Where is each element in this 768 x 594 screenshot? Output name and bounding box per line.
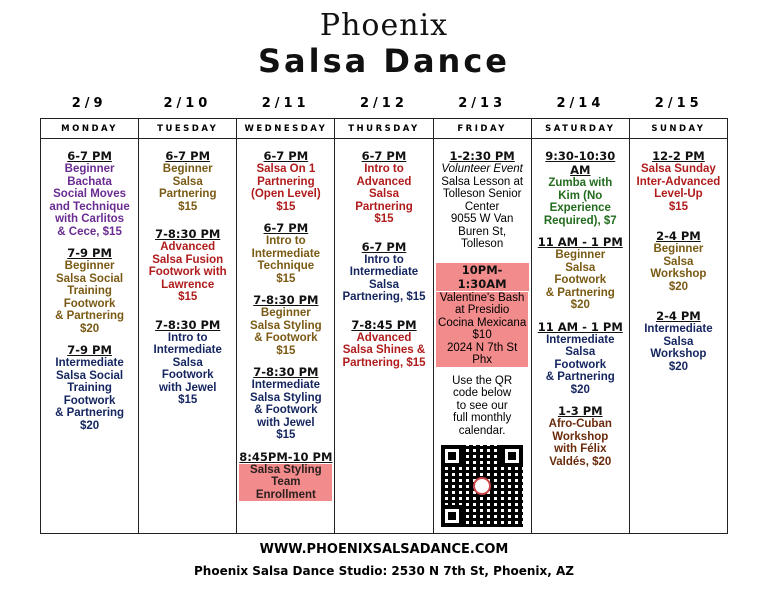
event-desc: Zumba with Kim (No Experience Required), $7 [543,177,617,227]
event-card [532,404,629,468]
event-time: 2-4 PM [656,229,701,243]
event-card [630,229,727,293]
event-time: 11 AM - 1 PM [537,235,623,249]
date-tue: 2/10 [163,96,212,111]
date-fri: 2/13 [458,96,507,111]
event-time: 9:30-10:30 AM [545,149,616,177]
column-sunday [630,119,727,533]
day-header-thursday: THURSDAY [335,119,432,139]
column-saturday [532,119,630,533]
event-card [41,343,138,432]
event-desc-highlighted: Valentine's Bash at Presidio Cocina Mexicana $10 2024 N 7th St Phx [438,291,527,366]
column-tuesday [139,119,237,533]
event-time: 7-9 PM [67,246,112,260]
date-sat: 2/14 [556,96,605,111]
event-desc: Beginner Salsa Styling & Footwork $15 [250,307,322,357]
event-card [335,149,432,226]
event-time-highlighted: 10PM-1:30AM [436,263,529,291]
event-desc: Intro to Intermediate Salsa Footwork with Jewel $15 [153,331,222,406]
event-card [41,246,138,335]
event-card [139,227,236,304]
event-card [434,149,531,251]
event-desc: Intermediate Salsa Social Training Footwork & Partnering $20 [55,357,125,432]
event-time: 12-2 PM [652,149,705,163]
event-desc: Beginner Salsa Footwork & Partnering $20 [545,249,615,311]
event-time: 7-9 PM [67,343,112,357]
event-tag: Volunteer Event [441,163,523,175]
event-desc: Beginner Bachata Social Moves and Technique with Carlitos & Cece, $15 [49,163,130,238]
event-desc: Afro-Cuban Workshop with Félix Valdés, $20 [548,418,612,468]
event-time: 7-8:30 PM [155,227,221,241]
event-card [237,450,334,502]
date-row [40,96,728,111]
event-card [532,320,629,397]
event-card [237,149,334,213]
date-thu: 2/12 [359,96,408,111]
event-desc: Advanced Salsa Shines & Partnering, $15 [342,331,426,369]
event-desc: Salsa Lesson at Tolleson Senior Center 9055 W Van Buren St, Tolleson [441,175,524,250]
event-time: 6-7 PM [361,239,407,254]
qr-note [434,375,531,438]
event-card [41,149,138,238]
event-desc: Intro to Advanced Salsa Partnering $15 [355,163,413,225]
event-desc: Beginner Salsa Workshop $20 [650,243,707,293]
event-desc: Intermediate Salsa Styling & Footwork with Jewel $15 [250,379,322,441]
event-card [237,221,334,285]
event-desc: Intermediate Salsa Footwork & Partnering $20 [545,333,615,396]
event-desc: Beginner Salsa Social Training Footwork & Partnering $20 [55,260,125,335]
column-thursday [335,119,433,533]
event-card [237,293,334,357]
column-wednesday [237,119,335,533]
event-time: 1-3 PM [557,404,603,418]
date-mon: 2/9 [71,96,107,111]
event-card [434,263,531,367]
event-time: 8:45PM-10 PM [239,449,333,464]
logo-icon [473,477,491,495]
event-desc: Advanced Salsa Fusion Footwork with Lawrence $15 [148,241,227,303]
event-desc: Beginner Salsa Partnering $15 [158,163,217,213]
event-desc-highlighted: Salsa Styling Team Enrollment [239,464,332,502]
event-time: 6-7 PM [361,149,407,163]
event-card [532,149,629,227]
event-time: 6-7 PM [165,149,211,163]
studio-address: Phoenix Salsa Dance Studio: 2530 N 7th St, Phoenix, AZ [193,564,574,578]
event-card [532,235,629,312]
event-time: 7-8:30 PM [253,293,319,307]
event-card [630,149,727,213]
day-header-monday: MONDAY [41,119,138,139]
event-card [630,309,727,373]
event-time: 7-8:30 PM [155,317,221,332]
date-sun: 2/15 [654,96,703,111]
date-wed: 2/11 [261,96,310,111]
event-time: 6-7 PM [263,149,309,163]
event-desc: Salsa On 1 Partnering (Open Level) $15 [251,163,321,213]
event-time: 7-8:45 PM [351,317,417,332]
column-friday [434,119,532,533]
event-card [139,318,236,407]
event-desc: Salsa Sunday Inter-Advanced Level-Up $15 [636,163,721,213]
event-time: 11 AM - 1 PM [537,319,623,334]
event-time: 6-7 PM [67,149,112,163]
qr-code[interactable] [441,445,523,527]
brand-script-title: Phoenix [319,8,449,43]
day-header-saturday: SATURDAY [532,119,629,139]
day-header-wednesday: WEDNESDAY [237,119,334,139]
day-header-sunday: SUNDAY [630,119,727,139]
event-card [335,318,432,370]
event-time: 6-7 PM [263,221,309,235]
event-time: 7-8:30 PM [253,365,319,379]
event-desc: Intro to Intermediate Salsa Partnering, $15 [342,253,426,303]
event-card [139,149,236,213]
column-monday [41,119,139,533]
brand-main-title: Salsa Dance [258,42,510,80]
event-card [237,365,334,442]
day-header-friday: FRIDAY [434,119,531,139]
event-card [335,240,432,304]
qr-note-text: Use the QR code below to see our full monthly calendar. [452,374,513,437]
day-header-tuesday: TUESDAY [139,119,236,139]
event-desc: Intro to Intermediate Technique $15 [251,235,321,285]
event-desc: Intermediate Salsa Workshop $20 [644,323,713,373]
event-time: 1-2:30 PM [449,149,515,163]
event-time: 2-4 PM [656,309,701,323]
schedule-grid [40,118,728,534]
website-link[interactable]: WWW.PHOENIXSALSADANCE.COM [259,542,509,557]
